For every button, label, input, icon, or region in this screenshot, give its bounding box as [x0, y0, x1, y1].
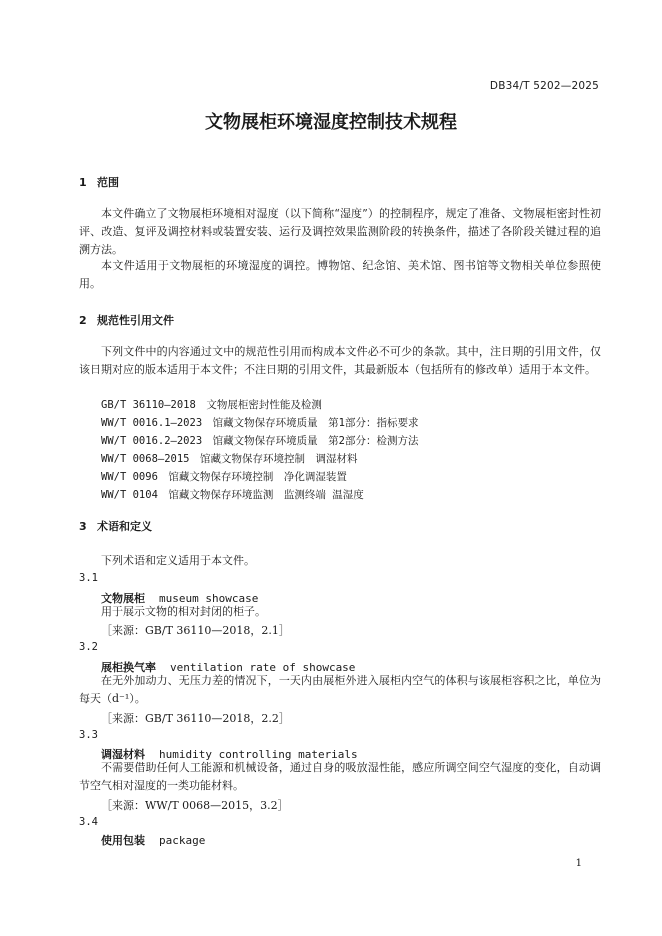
term-definition: 不需要借助任何人工能源和机械设备，通过自身的吸放湿性能，感应所调空间空气湿度的变化，自动调节空气相对湿度的一类功能材料。	[79, 761, 601, 792]
section-number: 1	[79, 176, 87, 189]
terms-intro: 下列术语和定义适用于本文件。	[101, 554, 255, 567]
term-number: 3.1	[79, 572, 98, 584]
term-entry	[101, 832, 205, 848]
page-number: 1	[575, 858, 582, 869]
section-heading-terms-definitions	[79, 518, 152, 534]
reference-item: WW/T 0016.1—2023 馆藏文物保存环境质量 第1部分：指标要求	[101, 417, 419, 429]
term-english: museum showcase	[159, 592, 259, 605]
section-title: 范围	[97, 176, 119, 189]
term-source: ［来源：WW/T 0068—2015，3.2］	[101, 799, 289, 812]
term-chinese: 文物展柜	[101, 592, 145, 605]
reference-item: WW/T 0104 馆藏文物保存环境监测 监测终端 温湿度	[101, 489, 364, 501]
term-english: package	[159, 834, 206, 847]
term-number: 3.2	[79, 641, 98, 653]
term-chinese: 展柜换气率	[101, 661, 156, 674]
reference-item: GB/T 36110—2018 文物展柜密封性能及检测	[101, 399, 322, 411]
term-english: ventilation rate of showcase	[170, 661, 356, 674]
term-english: humidity controlling materials	[159, 748, 358, 761]
term-definition: 在无外加动力、无压力差的情况下，一天内由展柜外进入展柜内空气的体积与该展柜容积之比，单位为每天（d⁻¹）。	[79, 674, 601, 705]
term-source: ［来源：GB/T 36110—2018，2.1］	[101, 624, 290, 637]
term-number: 3.3	[79, 729, 98, 741]
term-chinese: 调湿材料	[101, 748, 145, 761]
term-definition: 用于展示文物的相对封闭的柜子。	[101, 605, 266, 618]
normative-intro-paragraph: 下列文件中的内容通过文中的规范性引用而构成本文件必不可少的条款。其中，注日期的引用文件，仅该日期对应的版本适用于本文件；不注日期的引用文件，其最新版本（包括所有的修改单）适用于本文件。	[79, 345, 601, 376]
section-number: 3	[79, 520, 87, 533]
section-title: 术语和定义	[97, 520, 152, 533]
section-title: 规范性引用文件	[97, 314, 174, 327]
term-chinese: 使用包装	[101, 834, 145, 847]
term-source: ［来源：GB/T 36110—2018，2.2］	[101, 712, 290, 725]
reference-item: WW/T 0068—2015 馆藏文物保存环境控制 调湿材料	[101, 453, 358, 465]
term-number: 3.4	[79, 816, 98, 828]
scope-paragraph-1: 本文件确立了文物展柜环境相对湿度（以下简称“湿度”）的控制程序，规定了准备、文物展柜密封性初评、改造、复评及调控材料或装置安装、运行及调控效果监测阶段的转换条件，描述了各阶段关键过程的追溯方法。	[79, 207, 601, 256]
reference-item: WW/T 0016.2—2023 馆藏文物保存环境质量 第2部分：检测方法	[101, 435, 419, 447]
document-title: 文物展柜环境湿度控制技术规程	[205, 112, 457, 133]
section-heading-normative-references	[79, 312, 174, 328]
document-number: DB34/T 5202—2025	[489, 80, 599, 92]
section-number: 2	[79, 314, 87, 327]
section-heading-scope	[79, 174, 119, 190]
scope-paragraph-2: 本文件适用于文物展柜的环境湿度的调控。博物馆、纪念馆、美术馆、图书馆等文物相关单位参照使用。	[79, 259, 601, 290]
reference-item: WW/T 0096 馆藏文物保存环境控制 净化调湿装置	[101, 471, 347, 483]
